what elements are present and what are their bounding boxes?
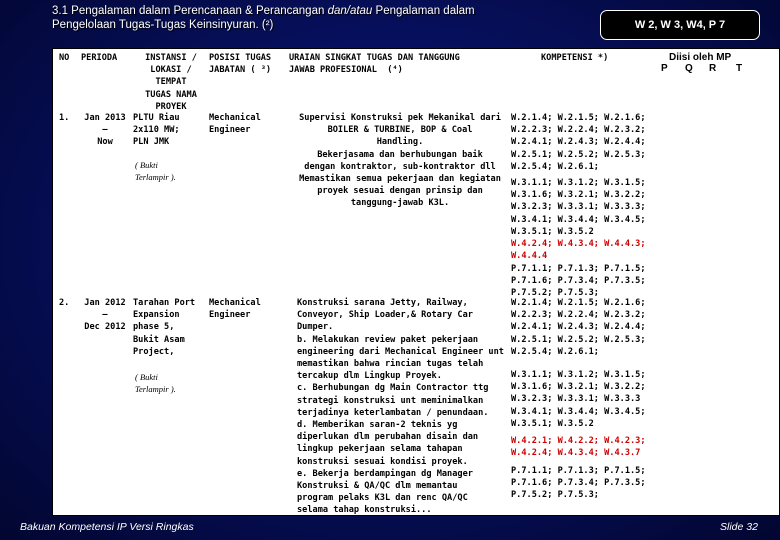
header-r: R [709, 63, 717, 74]
row2-bukti: ( Bukti Terlampir ). [135, 372, 176, 395]
row1-komp-p7: P.7.1.1; P.7.1.3; P.7.1.5; P.7.1.6; P.7.3.4; P.7.3.5; P.7.5.2; P.7.5.3; [511, 264, 646, 299]
row1-periode: Jan 2013 – Now [84, 113, 126, 148]
header-posisi: POSISI TUGAS JABATAN ( ³) [209, 53, 272, 76]
row2-komp-w4: W.4.2.1; W.4.2.2; W.4.2.3; W.4.2.4; W.4.3.4; W.4.3.7 [511, 436, 646, 459]
header-diisi-mp: Diisi oleh MP [669, 52, 732, 63]
header-p: P [661, 63, 668, 74]
experience-table [52, 48, 780, 516]
header-no: NO [59, 53, 70, 63]
row1-instansi: PLTU Riau 2x110 MW; PLN JMK [133, 113, 180, 148]
row1-bukti: ( Bukti Terlampir ). [135, 160, 176, 183]
row2-no: 2. [59, 298, 70, 308]
row1-uraian: Supervisi Konstruksi pek Mekanikal dari BOILER & TURBINE, BOP & Coal Handling. Bekerjasama dan berhubungan baik dengan kontraktor, sub-kontraktor dll Memastikan semua pekerjaan dan kegiatan proyek sesuai dengan prinsip dan tanggung-jawab K3L. [299, 113, 501, 209]
footer-source: Bakuan Kompetensi IP Versi Ringkas [20, 521, 194, 533]
header-uraian: URAIAN SINGKAT TUGAS DAN TANGGUNG JAWAB PROFESIONAL (⁴) [289, 53, 460, 76]
slide-title [52, 4, 572, 32]
header-q: Q [685, 63, 693, 74]
title-line2: Pengelolaan Tugas-Tugas Keinsinyuran. (²) [52, 19, 274, 31]
row1-komp-w3: W.3.1.1; W.3.1.2; W.3.1.5; W.3.1.6; W.3.2.1; W.3.2.2; W.3.2.3; W.3.3.1; W.3.3.3; W.3.4.1; W.3.4.4; W.3.4.5; W.3.5.1; W.3.5.2 [511, 178, 646, 237]
row1-komp-w2: W.2.1.4; W.2.1.5; W.2.1.6; W.2.2.3; W.2.2.4; W.2.3.2; W.2.4.1; W.2.4.3; W.2.4.4; W.2.5.1; W.2.5.2; W.2.5.3; W.2.5.4; W.2.6.1; [511, 113, 646, 172]
title-line1-a: 3.1 Pengalaman dalam Perencanaan & Perancangan [52, 5, 328, 17]
title-line1-italic: dan/atau [327, 5, 373, 17]
competency-badge: W 2, W 3, W4, P 7 [600, 10, 760, 40]
header-kompetensi: KOMPETENSI *) [541, 53, 609, 63]
header-t: T [736, 63, 743, 74]
row1-komp-w4: W.4.2.4; W.4.3.4; W.4.4.3; W.4.4.4 [511, 239, 646, 262]
row1-no: 1. [59, 113, 70, 123]
row1-posisi: Mechanical Engineer [209, 113, 261, 136]
row2-instansi: Tarahan Port Expansion phase 5, Bukit Asam Project, [133, 298, 196, 357]
row2-posisi: Mechanical Engineer [209, 298, 261, 321]
row2-uraian: Konstruksi sarana Jetty, Railway, Conveyor, Ship Loader,& Rotary Car Dumper. b. Melakukan review paket pekerjaan engineering dari Mechanical Engineer unt memastikan bahwa rincian tugas telah tercakup dlm Lingkup Proyek. c. Berhubungan dg Main Contractor ttg strategi konstruksi unt meminimalkan terjadinya keterlambatan / penundaan. d. Memberikan saran-2 teknis yg diperlukan dlm perubahan disain dan lingkup pekerjaan selama tahapan konstruksi sesuai kondisi proyek. e. Bekerja berdampingan dg Manager Konstruksi & QA/QC dlm memantau program pelaks K3L dan renc QA/QC selama tahap konstruksi... [297, 298, 504, 516]
row2-komp-p7: P.7.1.1; P.7.1.3; P.7.1.5; P.7.1.6; P.7.3.4; P.7.3.5; P.7.5.2; P.7.5.3; [511, 466, 646, 501]
header-periode: PERIODA [81, 53, 118, 63]
header-instansi: INSTANSI / LOKASI / TEMPAT TUGAS NAMA PROYEK [145, 53, 197, 112]
row2-komp-w2: W.2.1.4; W.2.1.5; W.2.1.6; W.2.2.3; W.2.2.4; W.2.3.2; W.2.4.1; W.2.4.3; W.2.4.4; W.2.5.1; W.2.5.2; W.2.5.3; W.2.5.4; W.2.6.1; [511, 298, 646, 357]
slide-number: Slide 32 [720, 521, 758, 533]
row2-komp-w3: W.3.1.1; W.3.1.2; W.3.1.5; W.3.1.6; W.3.2.1; W.3.2.2; W.3.2.3; W.3.3.1; W.3.3.3 W.3.4.1; W.3.4.4; W.3.4.5; W.3.5.1; W.3.5.2 [511, 370, 646, 429]
title-line1-b: Pengalaman dalam [372, 5, 475, 17]
row2-periode: Jan 2012 – Dec 2012 [84, 298, 126, 333]
